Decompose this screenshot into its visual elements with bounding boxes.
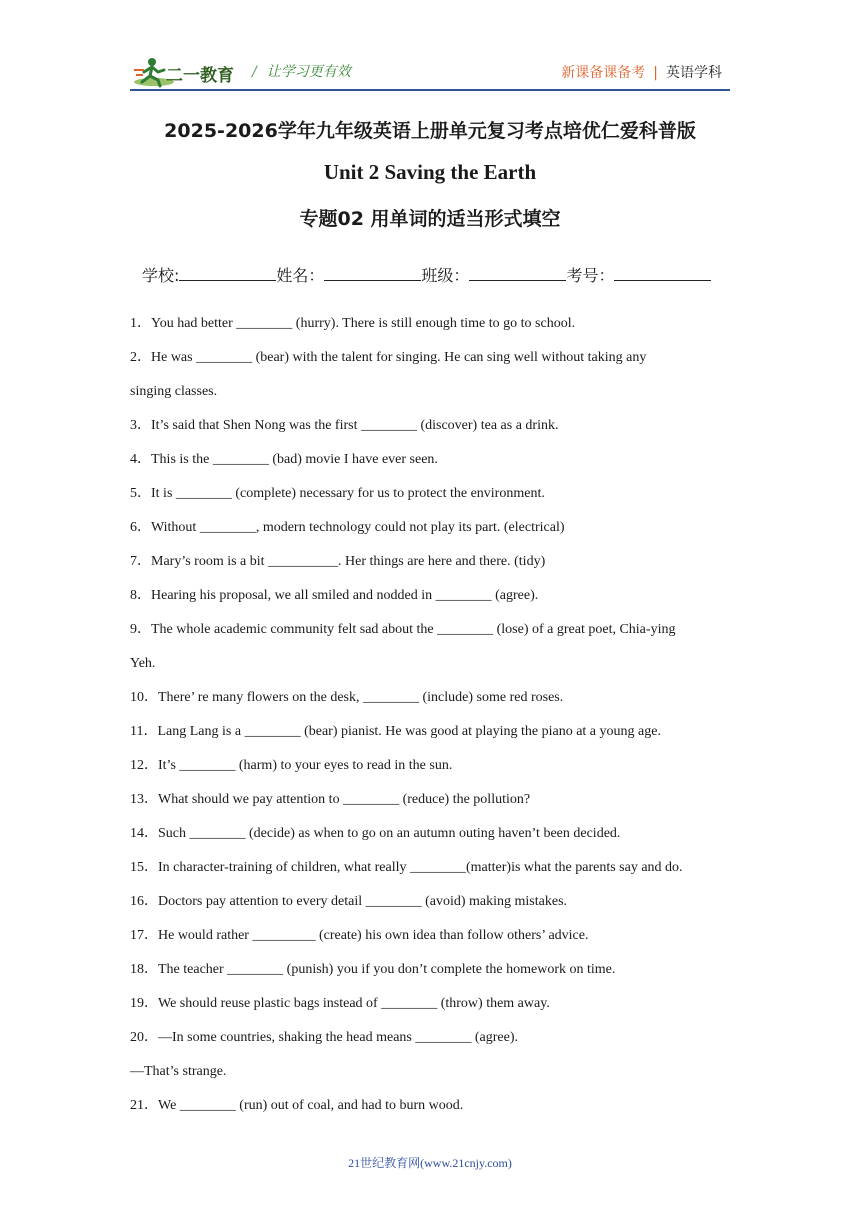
slogan-text: 让学习更有效 [266, 64, 351, 80]
question-item: 10．There’ re many flowers on the desk, ________ (include) some red roses. [130, 690, 564, 705]
number-blank[interactable] [614, 263, 711, 281]
question-item: 17．He would rather _________ (create) his own idea than follow others’ advice. [130, 928, 589, 943]
question-item: 16．Doctors pay attention to every detail ________ (avoid) making mistakes. [130, 894, 568, 909]
slogan [252, 61, 351, 81]
slogan-separator: / [252, 64, 257, 80]
question-item: 6．Without ________, modern technology could not play its part. (electrical) [130, 520, 565, 535]
question-item: 4．This is the ________ (bad) movie I have ever seen. [130, 452, 438, 467]
school-blank[interactable] [179, 263, 276, 281]
question-continuation: —That’s strange. [130, 1064, 227, 1079]
tag-subject: 英语学科 [666, 65, 722, 81]
question-item: 15．In character-training of children, what really ________(matter)is what the parents say and do. [130, 860, 683, 875]
name-blank[interactable] [324, 263, 421, 281]
question-item: 18．The teacher ________ (punish) you if you don’t complete the homework on time. [130, 962, 616, 977]
number-label: 考号： [566, 266, 615, 285]
document-title: 2025-2026学年九年级英语上册单元复习考点培优仁爱科普版 [164, 120, 696, 142]
question-continuation: singing classes. [130, 384, 218, 399]
school-label: 学校: [142, 266, 180, 285]
runner-logo-icon [132, 56, 242, 90]
question-item: 20．—In some countries, shaking the head means ________ (agree). [130, 1030, 519, 1045]
logo-text: 二一教育 [166, 66, 234, 86]
question-item: 3．It’s said that Shen Nong was the first ________ (discover) tea as a drink. [130, 418, 559, 433]
student-info-row [142, 263, 711, 286]
question-item: 5．It is ________ (complete) necessary for us to protect the environment. [130, 486, 545, 501]
unit-title: Unit 2 Saving the Earth [323, 160, 537, 184]
header-divider-line [130, 89, 730, 91]
class-blank[interactable] [469, 263, 566, 281]
question-item: 19．We should reuse plastic bags instead of ________ (throw) them away. [130, 996, 550, 1011]
question-item: 2．He was ________ (bear) with the talent for singing. He can sing well without taking any [130, 350, 647, 365]
question-item: 7．Mary’s room is a bit __________. Her things are here and there. (tidy) [130, 554, 546, 569]
question-item: 9．The whole academic community felt sad about the ________ (lose) of a great poet, Chia-ying [130, 622, 676, 637]
question-item: 14．Such ________ (decide) as when to go on an autumn outing haven’t been decided. [130, 826, 621, 841]
question-item: 8．Hearing his proposal, we all smiled and nodded in ________ (agree). [130, 588, 539, 603]
question-continuation: Yeh. [130, 656, 156, 671]
question-list [130, 313, 740, 1129]
question-item: 12．It’s ________ (harm) to your eyes to read in the sun. [130, 758, 453, 773]
page-header [0, 0, 860, 92]
footer-source: 21世纪教育网(www.21cnjy.com) [348, 1156, 512, 1170]
header-tags [561, 62, 722, 82]
logo [132, 56, 242, 90]
name-label: 姓名： [276, 266, 325, 285]
tag-course-prep: 新课备课备考 [561, 65, 646, 81]
question-item: 13．What should we pay attention to ________ (reduce) the pollution? [130, 792, 531, 807]
topic-title: 专题02 用单词的适当形式填空 [299, 208, 561, 230]
question-item: 21．We ________ (run) out of coal, and had to burn wood. [130, 1098, 464, 1113]
class-label: 班级： [421, 266, 470, 285]
question-item: 1．You had better ________ (hurry). There is still enough time to go to school. [130, 316, 576, 331]
question-item: 11．Lang Lang is a ________ (bear) pianist. He was good at playing the piano at a young age. [130, 724, 661, 739]
tag-divider: | [653, 65, 658, 81]
